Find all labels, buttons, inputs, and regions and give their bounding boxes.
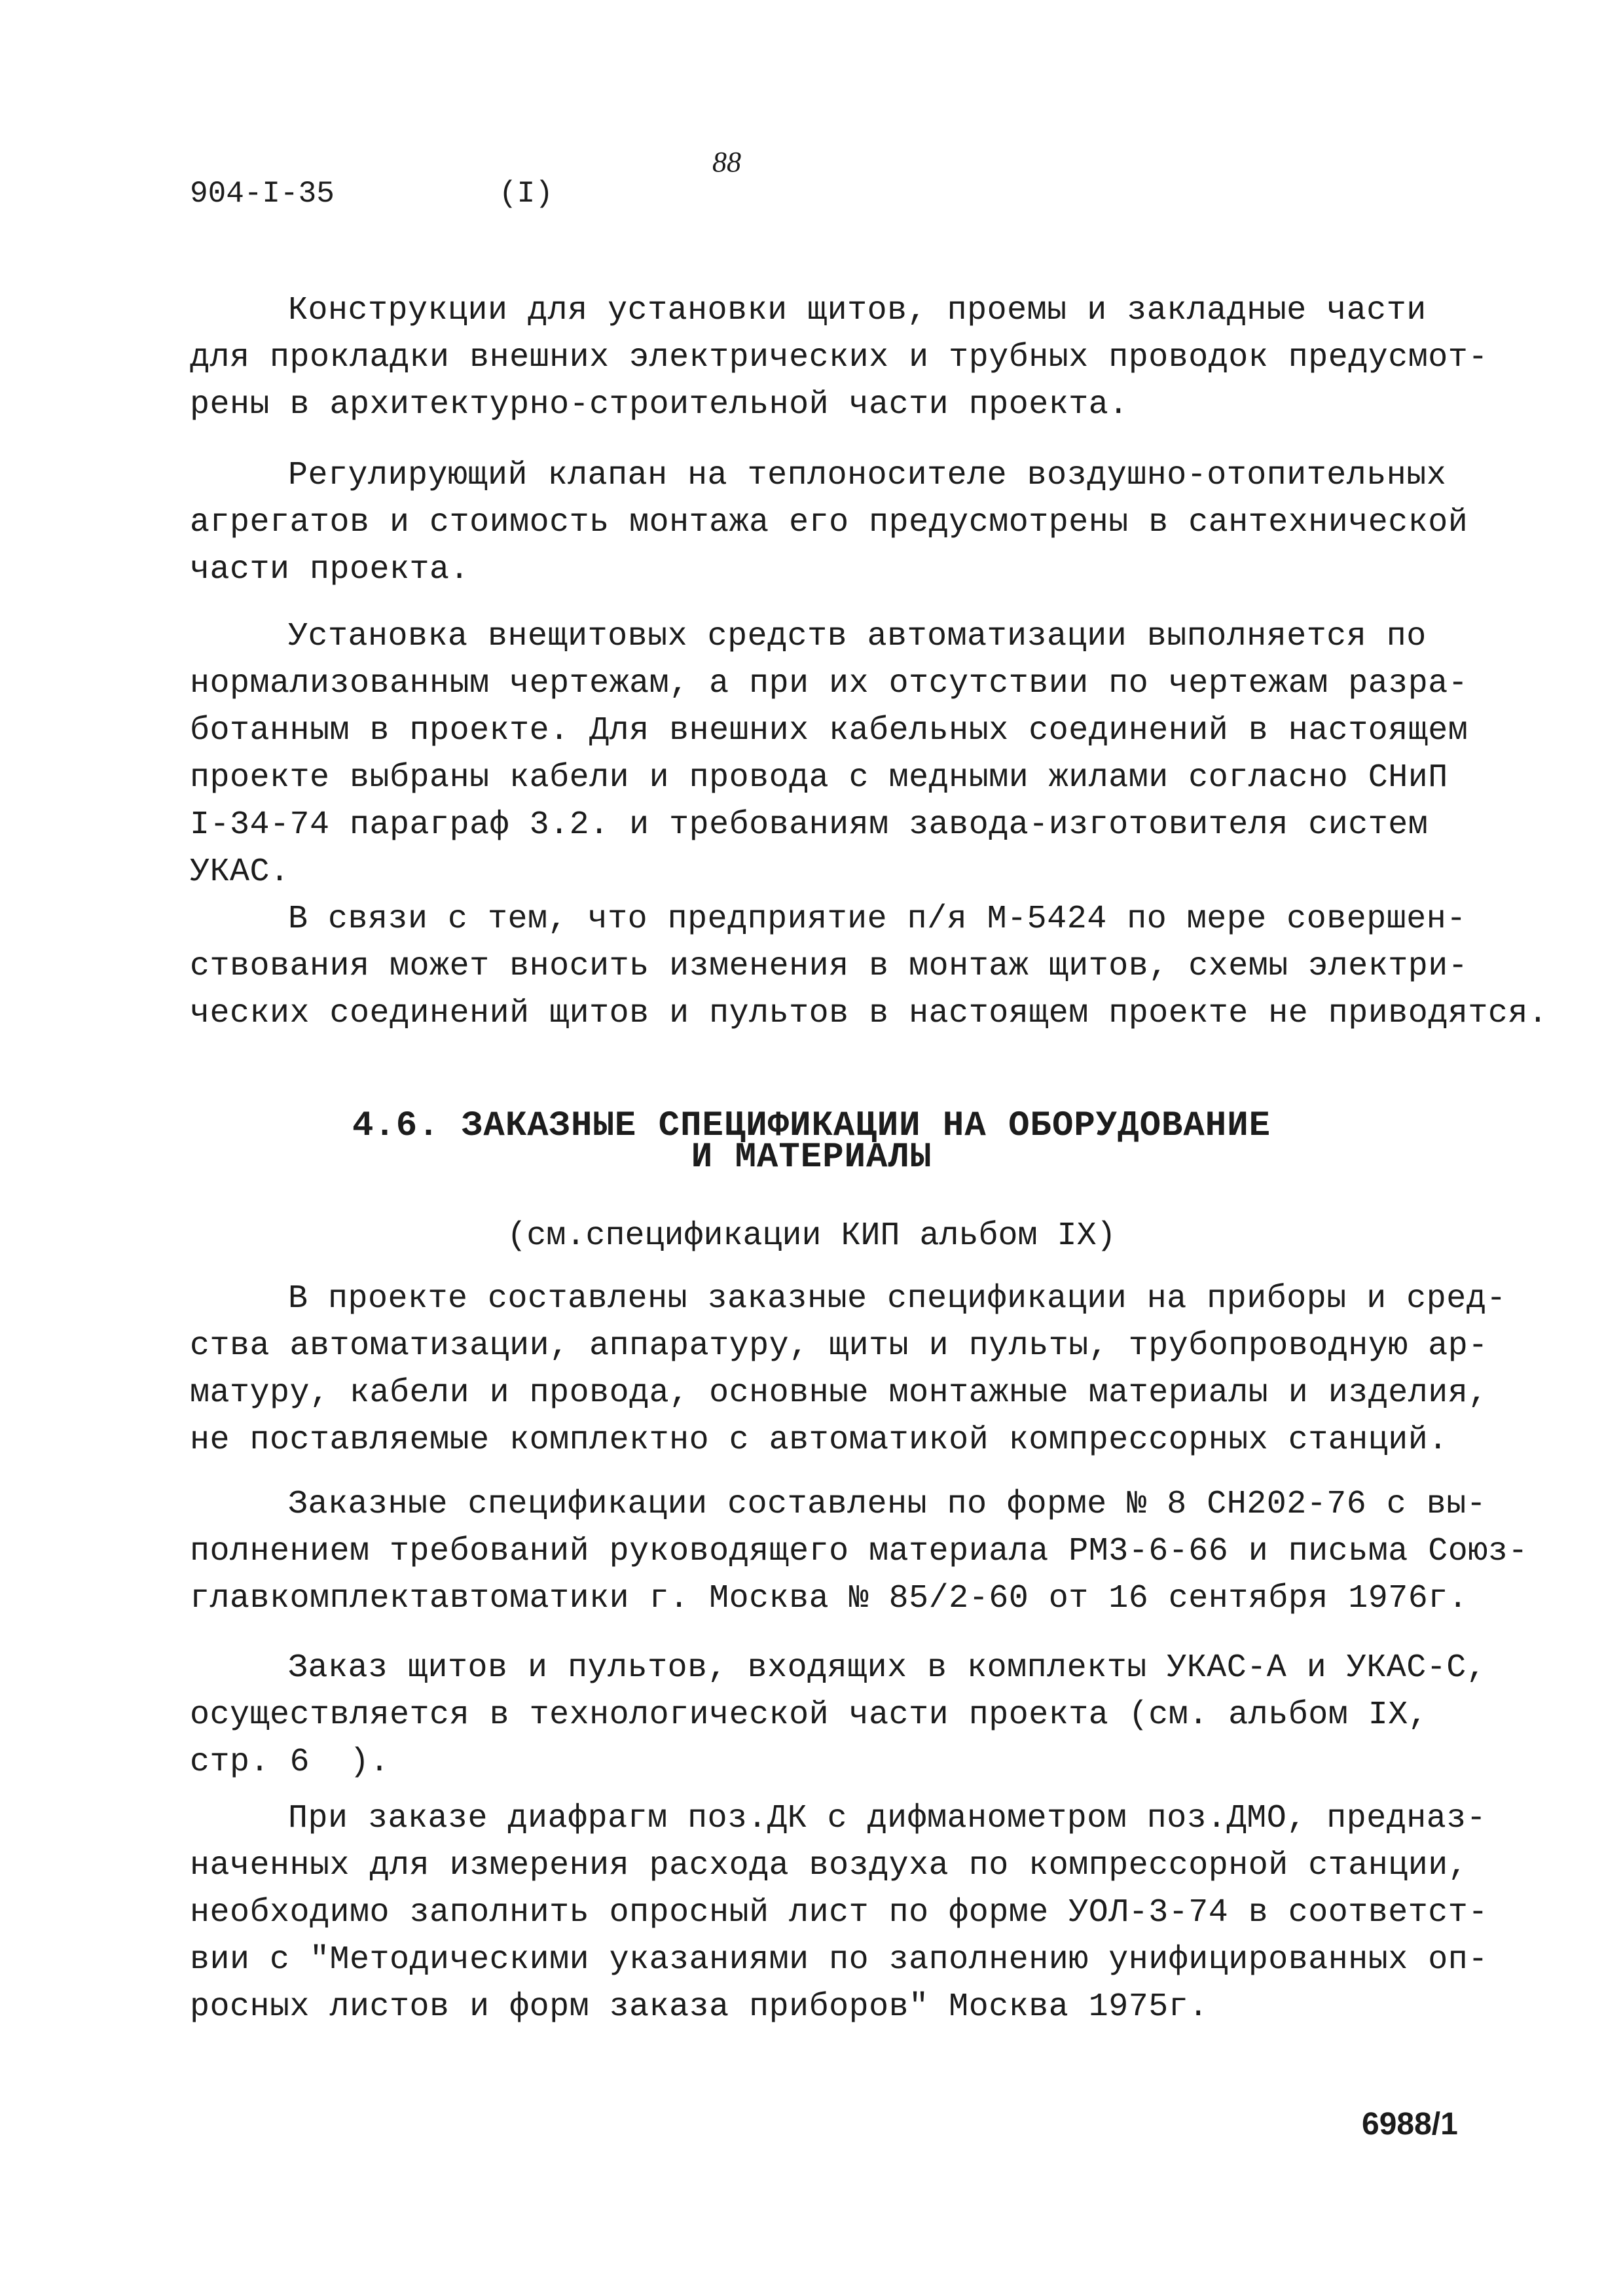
- text-line: I-34-74 параграф 3.2. и требованиям завода-изготовителя систем: [190, 806, 1429, 844]
- text-line: Конструкции для установки щитов, проемы и закладные части: [288, 292, 1427, 329]
- part-number: (I): [499, 177, 553, 211]
- text-line: главкомплектавтоматики г. Москва № 85/2-60 от 16 сентября 1976г.: [190, 1580, 1468, 1617]
- text-line: Заказ щитов и пультов, входящих в комплекты УКАС-А и УКАС-С,: [288, 1649, 1487, 1687]
- text-line: ботанным в проекте. Для внешних кабельных соединений в настоящем: [190, 712, 1468, 749]
- text-line: ства автоматизации, аппаратуру, щиты и пульты, трубопроводную ар-: [190, 1327, 1488, 1365]
- text-line: проекте выбраны кабели и провода с медными жилами согласно СНиП: [190, 759, 1448, 797]
- text-line: для прокладки внешних электрических и трубных проводок предусмот-: [190, 339, 1488, 376]
- archive-code: 6988/1: [1362, 2107, 1458, 2142]
- text-line: полнением требований руководящего материала РМ3-6-66 и письма Союз-: [190, 1533, 1528, 1570]
- section-subheading: (см.спецификации КИП альбом IX): [507, 1217, 1116, 1255]
- text-line: При заказе диафрагм поз.ДК с дифманометром поз.ДМО, предназ-: [288, 1800, 1487, 1837]
- text-line: росных листов и форм заказа приборов" Москва 1975г.: [190, 1988, 1209, 2026]
- text-line: агрегатов и стоимость монтажа его предусмотрены в сантехнической: [190, 504, 1468, 541]
- text-line: Регулирующий клапан на теплоносителе воздушно-отопительных: [288, 457, 1447, 494]
- page-mark: 88: [712, 146, 741, 178]
- text-line: не поставляемые комплектно с автоматикой компрессорных станций.: [190, 1422, 1448, 1459]
- text-line: стр. 6 ).: [190, 1744, 390, 1781]
- text-line: Заказные спецификации составлены по форме № 8 СН202-76 с вы-: [288, 1486, 1487, 1523]
- text-line: нормализованным чертежам, а при их отсутствии по чертежам разра-: [190, 665, 1468, 702]
- text-line: части проекта.: [190, 551, 470, 588]
- text-line: В связи с тем, что предприятие п/я М-5424 по мере совершен-: [288, 901, 1467, 938]
- text-line: УКАС.: [190, 853, 290, 891]
- text-line: осуществляется в технологической части проекта (см. альбом IX,: [190, 1696, 1429, 1734]
- text-line: необходимо заполнить опросный лист по форме УОЛ-3-74 в соответст-: [190, 1894, 1488, 1931]
- text-line: рены в архитектурно-строительной части проекта.: [190, 386, 1129, 423]
- text-line: наченных для измерения расхода воздуха по компрессорной станции,: [190, 1847, 1468, 1884]
- text-line: ческих соединений щитов и пультов в настоящем проекте не приводятся.: [190, 995, 1548, 1032]
- text-line: Установка внещитовых средств автоматизации выполняется по: [288, 618, 1427, 655]
- text-line: вии с "Методическими указаниями по заполнению унифицированных оп-: [190, 1941, 1488, 1979]
- text-line: ствования может вносить изменения в монтаж щитов, схемы электри-: [190, 948, 1468, 985]
- text-line: матуру, кабели и провода, основные монтажные материалы и изделия,: [190, 1374, 1488, 1412]
- text-line: В проекте составлены заказные спецификации на приборы и сред-: [288, 1280, 1506, 1318]
- section-heading-cont: И МАТЕРИАЛЫ: [691, 1138, 932, 1177]
- section-heading: 4.6. ЗАКАЗНЫЕ СПЕЦИФИКАЦИИ НА ОБОРУДОВАНИЕ: [352, 1106, 1271, 1146]
- document-number: 904-I-35: [190, 177, 335, 211]
